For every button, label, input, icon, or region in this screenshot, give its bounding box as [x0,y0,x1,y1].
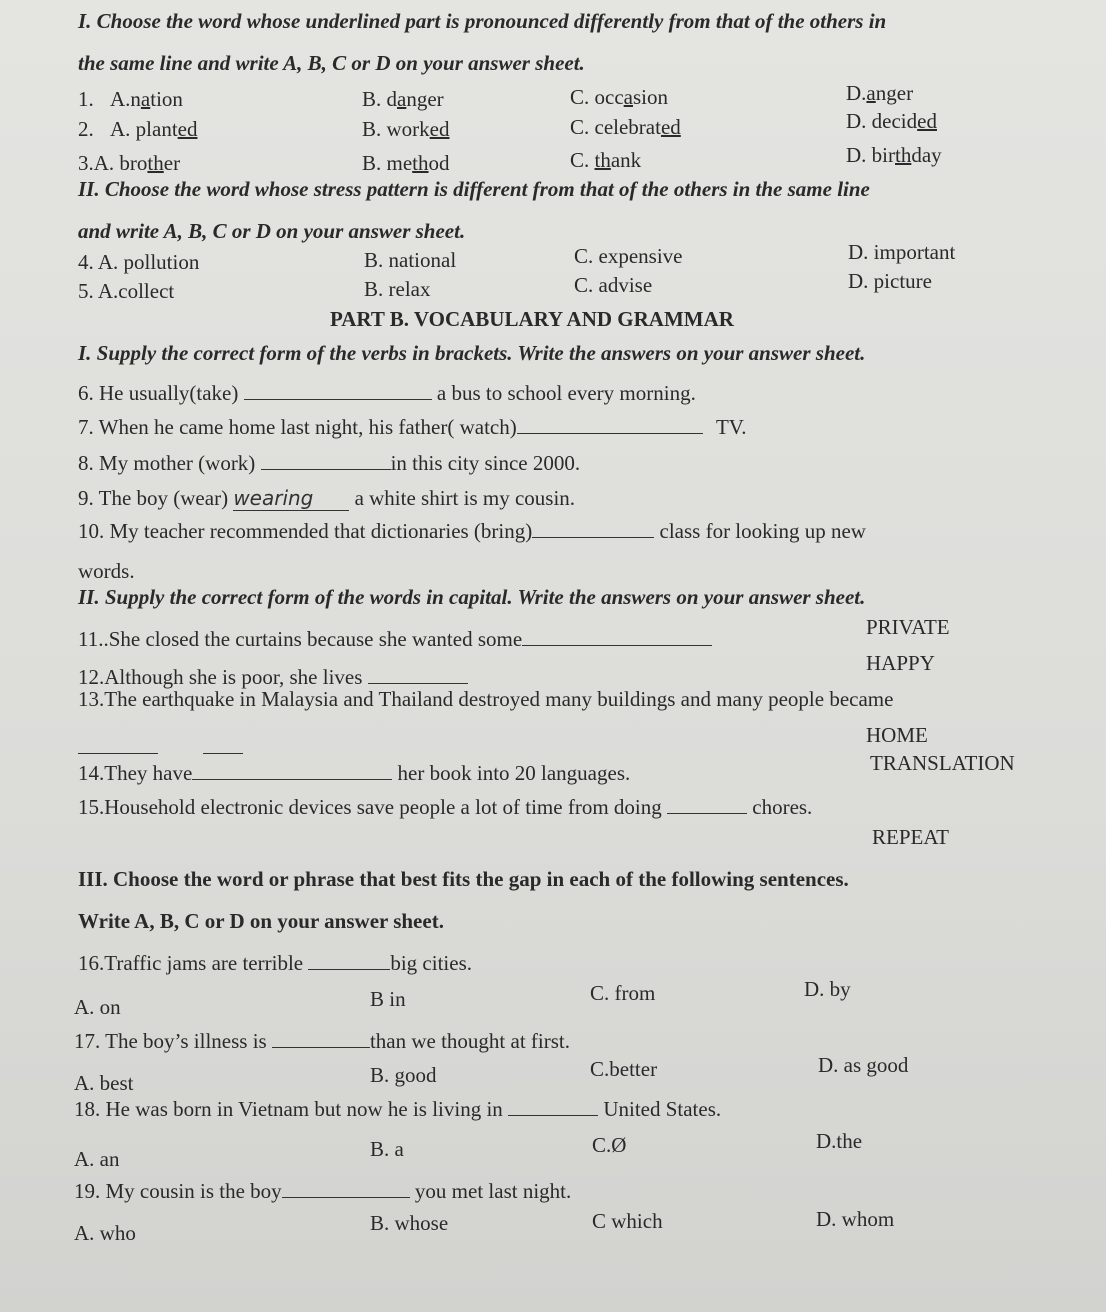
q1-option-a: A.nation [110,87,183,111]
section-2-heading-line1: II. Choose the word whose stress pattern is different from that of the others in the same line [78,177,870,201]
q10-continuation: words. [78,559,135,583]
q19-option-b: B. whose [370,1211,449,1235]
q1-number: 1. [78,87,94,111]
q17-option-d: D. as good [818,1053,909,1077]
q19: 19. My cousin is the boy you met last night. [74,1179,572,1203]
q2-option-a: A. planted [110,117,198,141]
q14: 14.They have her book into 20 languages. [78,761,631,785]
q17-option-a: A. best [74,1071,134,1095]
q16-option-c: C. from [590,981,656,1005]
q5-option-c: C. advise [574,273,653,297]
q19-option-c: C which [592,1209,663,1233]
q1-option-b: B. danger [362,87,444,111]
q16-option-d: D. by [804,977,851,1001]
q15-answer-blank[interactable] [667,795,747,814]
part-b-section-2-heading: II. Supply the correct form of the words in capital. Write the answers on your answer sheet. [78,585,866,609]
q11: 11..She closed the curtains because she wanted some [78,626,712,652]
q14-answer-blank[interactable] [192,761,392,780]
q1-option-c: C. occasion [570,85,668,109]
part-b-section-3-heading-line2: Write A, B, C or D on your answer sheet. [78,909,444,933]
q15-capital-word: REPEAT [872,825,950,849]
q17-option-b: B. good [370,1063,437,1087]
q7-answer-blank[interactable] [517,415,703,434]
q13-capital-word: HOME [866,723,928,747]
q2-option-c: C. celebrated [570,115,681,139]
q3-option-d: D. birthday [846,143,942,167]
q5-option-b: B. relax [364,277,431,301]
section-2-heading-line2: and write A, B, C or D on your answer sheet. [78,219,466,243]
q3-option-b: B. method [362,151,450,175]
q16: 16.Traffic jams are terrible big cities. [78,951,472,975]
q2-number: 2. [78,117,94,141]
q18-option-c: C.Ø [592,1133,627,1157]
q5-option-a: 5. A.collect [78,279,175,303]
q11-answer-blank[interactable] [522,627,712,646]
part-b-title: PART B. VOCABULARY AND GRAMMAR [330,307,734,331]
q6-answer-blank[interactable] [244,381,432,400]
q9-handwritten-answer[interactable]: wearing [233,488,349,511]
q14-capital-word: TRANSLATION [870,751,1015,775]
q10: 10. My teacher recommended that dictionaries (bring) class for looking up new [78,519,866,543]
q16-option-a: A. on [74,995,121,1019]
q19-option-a: A. who [74,1221,136,1245]
q4-option-d: D. important [848,240,956,264]
q18-option-a: A. an [74,1147,120,1171]
q4-option-b: B. national [364,248,457,272]
part-b-section-3-heading-line1: III. Choose the word or phrase that best fits the gap in each of the following sentences. [78,867,849,891]
q6: 6. He usually(take) a bus to school every morning. [78,381,696,405]
q18-option-b: B. a [370,1137,404,1161]
q15: 15.Household electronic devices save people a lot of time from doing chores. [78,795,813,819]
section-1-heading-line2: the same line and write A, B, C or D on your answer sheet. [78,51,585,75]
q8-answer-blank[interactable] [261,451,391,470]
q4-option-a: 4. A. pollution [78,250,200,274]
q1-option-d: D.anger [846,81,914,105]
q7: 7. When he came home last night, his father( watch) TV. [78,415,747,439]
q2-option-b: B. worked [362,117,450,141]
q4-option-c: C. expensive [574,244,683,268]
q12: 12.Although she is poor, she lives [78,664,468,690]
q11-capital-word: PRIVATE [866,615,950,639]
q17-answer-blank[interactable] [272,1029,370,1048]
q5-option-d: D. picture [848,269,932,293]
q19-answer-blank[interactable] [282,1179,410,1198]
q16-option-b: B in [370,987,406,1011]
q18-answer-blank[interactable] [508,1097,598,1116]
q17: 17. The boy’s illness is than we thought at first. [74,1029,570,1053]
q18: 18. He was born in Vietnam but now he is living in United States. [74,1097,722,1121]
q17-option-c: C.better [590,1057,658,1081]
q8: 8. My mother (work) in this city since 2000. [78,451,581,475]
q2-option-d: D. decided [846,109,937,133]
part-b-section-1-heading: I. Supply the correct form of the verbs in brackets. Write the answers on your answer sheet. [78,341,866,365]
q10-answer-blank[interactable] [532,519,654,538]
q3-option-c: C. thank [570,148,642,172]
section-1-heading-line1: I. Choose the word whose underlined part is pronounced differently from that of the others in [78,9,887,33]
q9: 9. The boy (wear) wearing a white shirt is my cousin. [78,486,576,510]
q12-capital-word: HAPPY [866,651,935,675]
q13-answer-line[interactable] [78,734,243,760]
q16-answer-blank[interactable] [308,951,390,970]
q13: 13.The earthquake in Malaysia and Thailand destroyed many buildings and many people became [78,687,894,711]
q12-answer-blank[interactable] [368,665,468,684]
q18-option-d: D.the [816,1129,863,1153]
q3-option-a: 3.A. brother [78,151,181,175]
q19-option-d: D. whom [816,1207,895,1231]
